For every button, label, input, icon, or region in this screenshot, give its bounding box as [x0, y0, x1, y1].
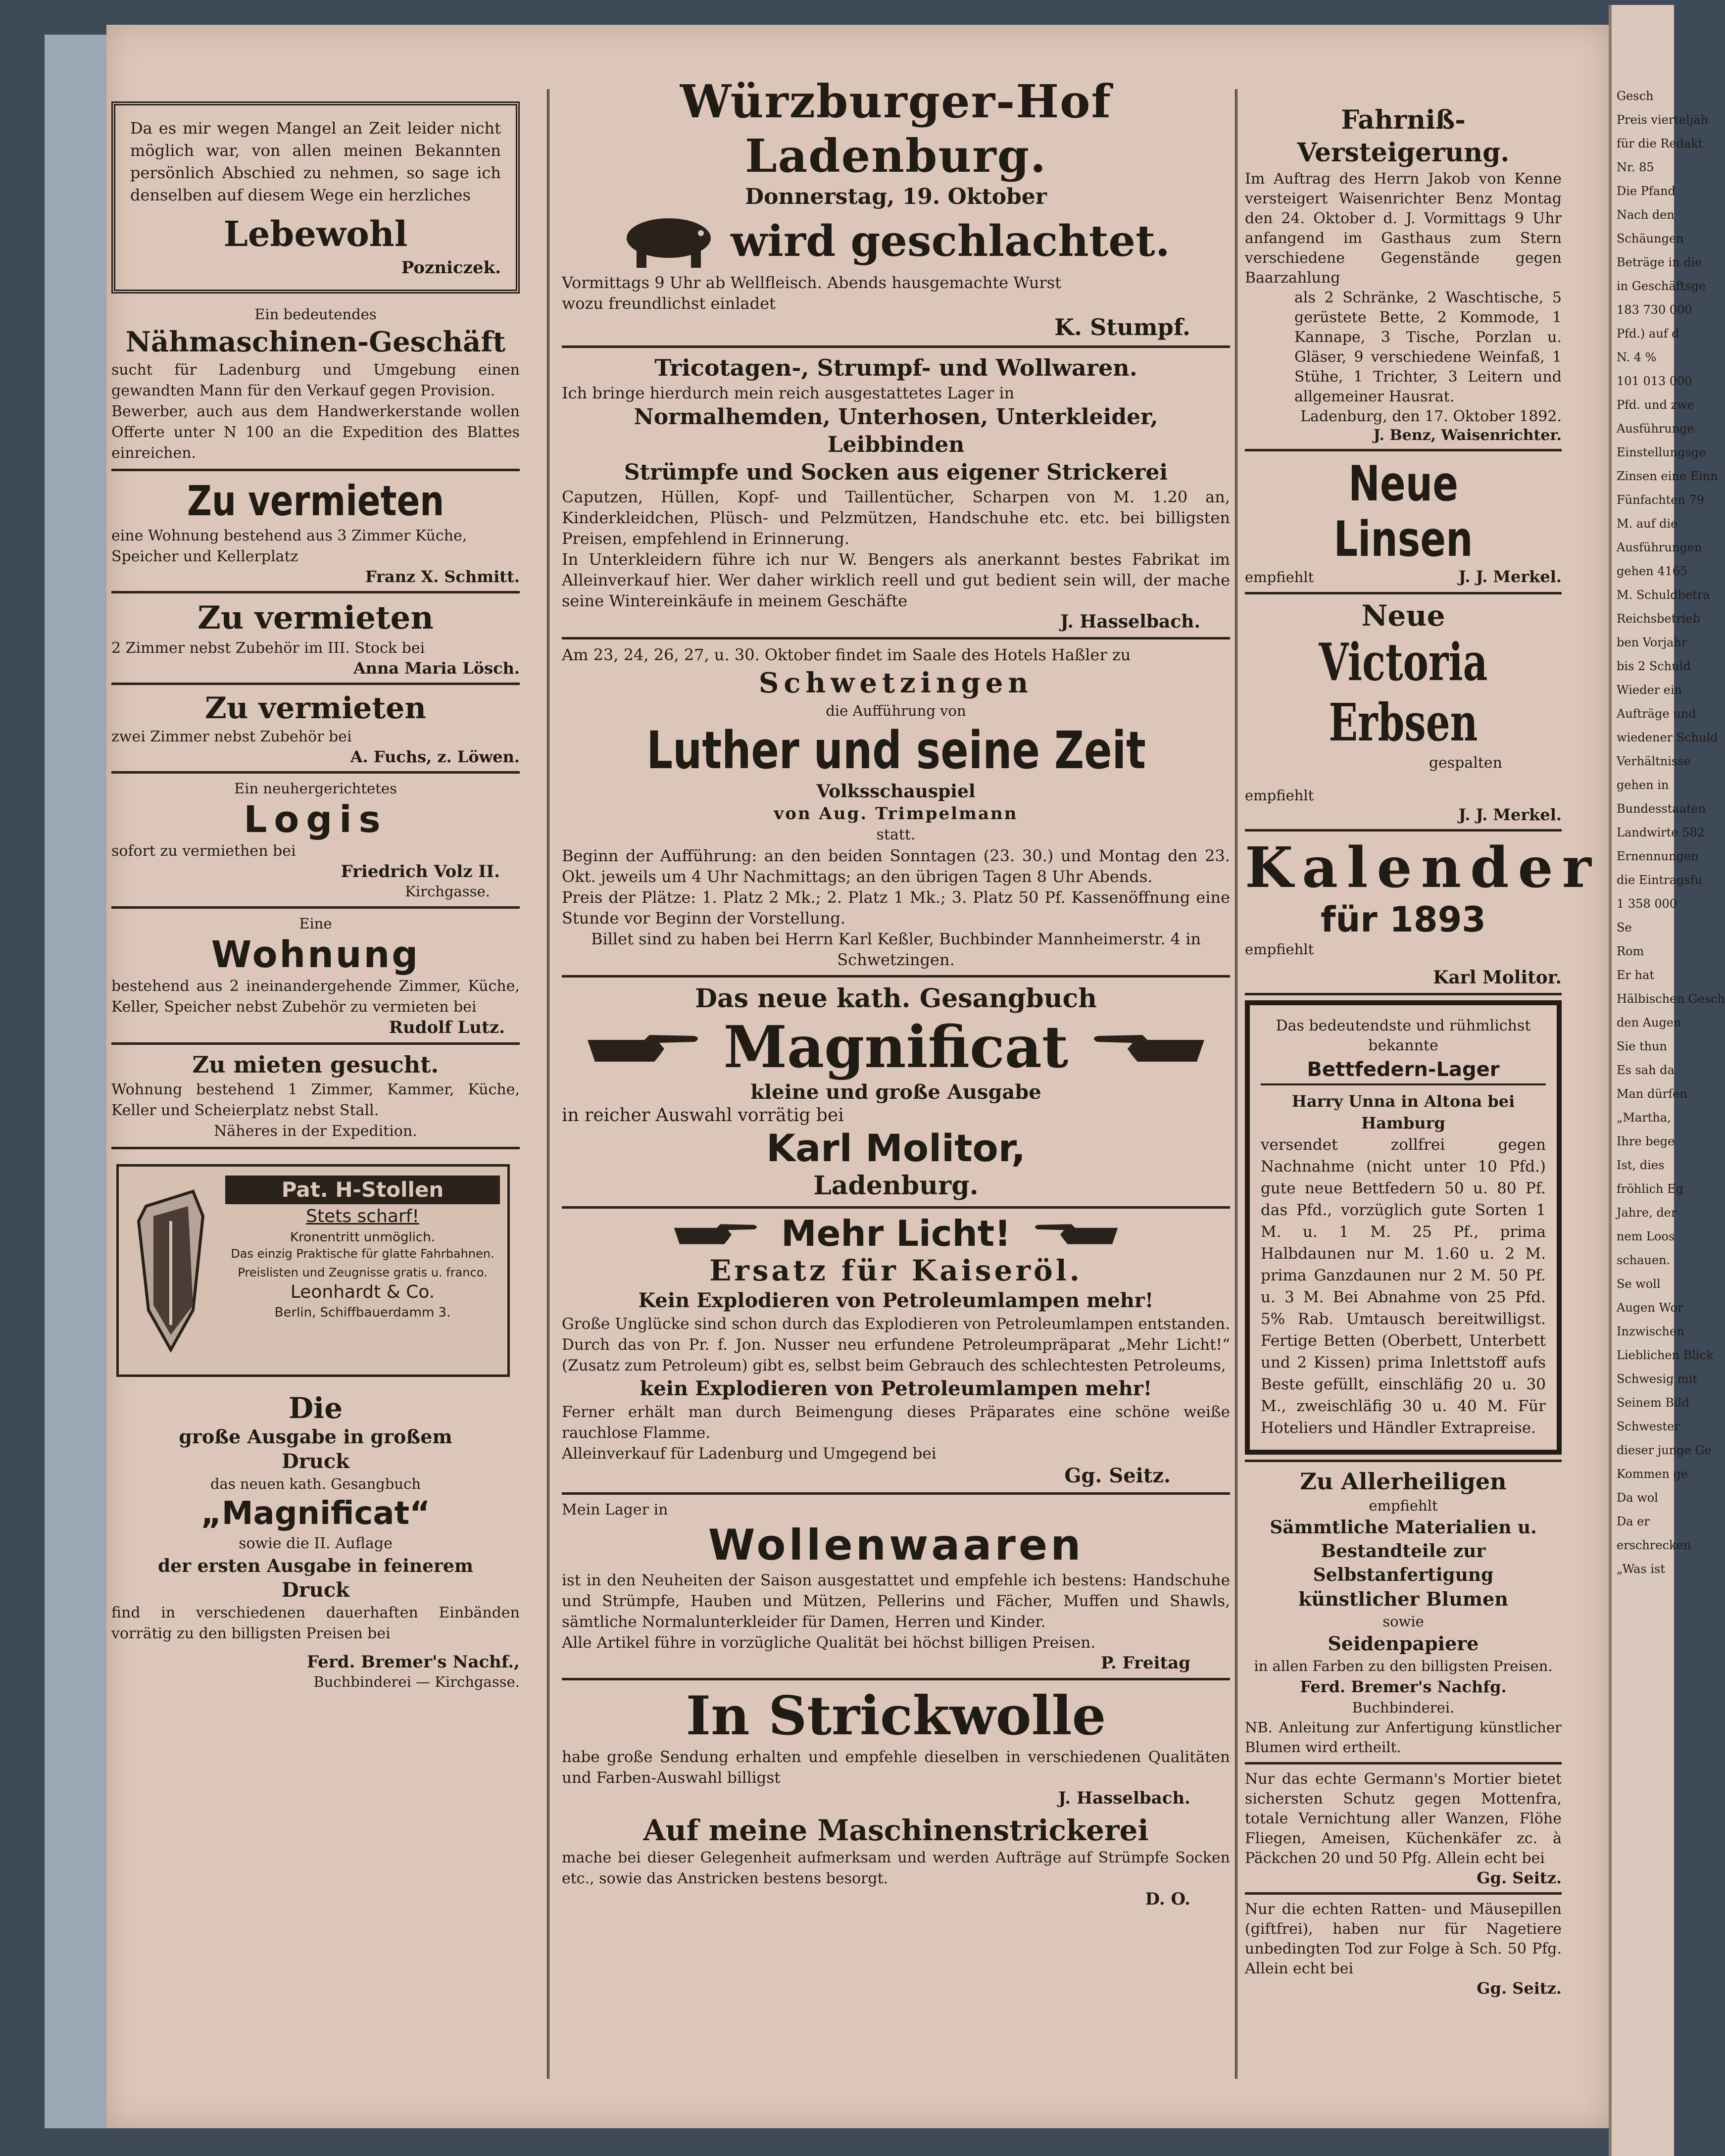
magnificat-headline-small: „Magnificat“: [200, 1495, 431, 1532]
ratten-text: Nur die echten Ratten- und Mäusepillen (giftfrei), haben nur für Nagetiere unbedingten Tod zur Folge à Sch. 50 Pfg. Allein echt bei: [1245, 1901, 1562, 1977]
strickwolle-text: habe große Sendung erhalten und empfehle dieselben in verschiedenen Qualitäten und Farben-Auswahl billigst: [562, 1748, 1230, 1787]
magnificat-large-ad: [111, 1392, 520, 1692]
next-page-fragment: dieser junge Ge: [1617, 1443, 1712, 1457]
fahrniss-text: Im Auftrag des Herrn Jakob von Kenne versteigert Waisenrichter Benz Montag den 24. Oktober d. J. Vormittags 9 Uhr anfangend im Gasthaus zum Stern verschiedene Gegenstände gegen Baarzahlung: [1245, 170, 1562, 287]
next-page-fragment: 1 358 000: [1617, 897, 1677, 911]
separator: [562, 975, 1230, 978]
next-page-fragment: Ernennungen: [1617, 849, 1699, 863]
lebewohl-headline: Lebewohl: [223, 213, 408, 254]
next-page-fragment: M. Schuldbetra: [1617, 588, 1710, 602]
separator: [1245, 1762, 1562, 1764]
separator: [1245, 1460, 1562, 1462]
kalender-left: empfiehlt: [1245, 941, 1314, 958]
fahrniss-ad: [1245, 104, 1562, 444]
pointing-hand-right-icon: [672, 1216, 761, 1251]
vermieten-text-1: eine Wohnung bestehend aus 3 Zimmer Küche, Speicher und Kellerplatz: [111, 527, 467, 565]
separator: [562, 1678, 1230, 1680]
vermieten-signature-3: A. Fuchs, z. Löwen.: [350, 747, 520, 766]
separator: [111, 591, 520, 593]
vermieten-signature-1: Franz X. Schmitt.: [365, 567, 520, 586]
stollen-title: Pat. H-Stollen: [225, 1176, 500, 1204]
next-page-fragment: Da wol: [1617, 1491, 1658, 1505]
allerheiligen-text: in allen Farben zu den billigsten Preisen.: [1254, 1658, 1553, 1674]
allerheiligen-firm2: Buchbinderei.: [1352, 1699, 1455, 1716]
next-page-fragment: Hälbischen Gesch: [1617, 992, 1725, 1006]
fahrniss-text2: als 2 Schränke, 2 Waschtische, 5 gerüstete Bette, 2 Kommode, 1 Kannape, 3 Tische, Porzlan u. Gläser, 9 verschiedene Weinfaß, 1 Stühe, 1 Trichter, 3 Leitern und allgemeiner Hausrat.: [1294, 289, 1562, 405]
vermieten-ad-1: [111, 476, 520, 586]
strickwolle-ad: [562, 1685, 1230, 1808]
vermieten-text-3: zwei Zimmer nebst Zubehör bei: [111, 728, 352, 745]
wuerzburger-ad: [562, 74, 1230, 341]
next-page-fragment: Inzwischen: [1617, 1324, 1684, 1338]
wohnung-signature: Rudolf Lutz.: [389, 1018, 505, 1037]
stollen-subtitle: Stets scharf!: [306, 1206, 419, 1226]
next-page-fragment: Aufträge und: [1617, 707, 1696, 721]
gesucht-ad: [111, 1050, 520, 1142]
gesangbuch-city: Ladenburg.: [813, 1171, 979, 1201]
gesangbuch-text: in reicher Auswahl vorrätig bei: [562, 1105, 844, 1126]
luther-text3: Beginn der Aufführung: an den beiden Sonntagen (23. 30.) und Montag den 23. Okt. jeweils um 4 Uhr Nachmittags; an den übrigen Tagen 8 Uhr Abends.: [562, 846, 1230, 886]
naehmaschinen-text: sucht für Ladenburg und Umgebung einen gewandten Mann für den Verkauf gegen Provision.: [111, 361, 520, 399]
luther-ad: [562, 644, 1230, 970]
column-rule-1: [547, 89, 549, 2079]
next-page-fragment: wiedener Schuld: [1617, 731, 1718, 744]
mehrlicht-text2: Ferner erhält man durch Beimengung dieses Präparates eine schöne weiße rauchlose Flamme.: [562, 1403, 1230, 1442]
next-page-fragment: für die Redakt: [1617, 137, 1703, 150]
stollen-line1: Kronentritt unmöglich.: [290, 1230, 435, 1245]
next-page-fragment: Sie thun: [1617, 1039, 1667, 1053]
next-page-fragment: nem Loos: [1617, 1229, 1675, 1243]
kalender-signature: Karl Molitor.: [1433, 967, 1562, 988]
separator: [111, 906, 520, 909]
gesangbuch-lead: Das neue kath. Gesangbuch: [694, 983, 1097, 1014]
vermieten-text-2: 2 Zimmer nebst Zubehör im III. Stock bei: [111, 639, 425, 657]
next-page-fragment: Ausführunge: [1617, 422, 1694, 436]
separator: [111, 683, 520, 685]
erbsen-sub: gespalten: [1429, 754, 1502, 772]
next-page-fragment: erschrecken: [1617, 1538, 1691, 1552]
allerheiligen-sub: empfiehlt: [1369, 1497, 1438, 1514]
next-page-fragment: Gesch: [1617, 89, 1654, 103]
linsen-signature: J. J. Merkel.: [1458, 567, 1562, 586]
next-page-fragment: Ihre bege: [1617, 1134, 1675, 1148]
next-page-fragment: Preis vierteljäh: [1617, 113, 1709, 127]
separator: [1245, 829, 1562, 832]
magnificat-signature: Ferd. Bremer's Nachf.,: [306, 1652, 520, 1672]
magnificat-signature2: Buchbinderei — Kirchgasse.: [313, 1673, 520, 1690]
mehrlicht-sub: Ersatz für Kaiseröl.: [709, 1254, 1083, 1287]
next-page-fragment: Reichsbetrieb: [1617, 612, 1701, 626]
erbsen-lead: Neue: [1361, 599, 1445, 633]
allerheiligen-nb: NB. Anleitung zur Anfertigung künstlicher Blumen wird ertheilt.: [1245, 1719, 1562, 1756]
magnificat-l1: Die: [288, 1391, 343, 1425]
next-page-fragment: die Eintragsfu: [1617, 873, 1702, 887]
magnificat-l6: der ersten Ausgabe in feinerem: [158, 1556, 473, 1576]
next-page-fragment: „Was ist: [1617, 1562, 1666, 1576]
separator: [562, 637, 1230, 639]
maschinen-signature: D. O.: [1145, 1889, 1190, 1909]
mehrlicht-text3: Alleinverkauf für Ladenburg und Umgegend bei: [562, 1445, 936, 1463]
tricotagen-ad: [562, 353, 1230, 632]
wollenwaaren-text: ist in den Neuheiten der Saison ausgestattet und empfehle ich bestens: Handschuhe und Strümpfe, Hauben und Mützen, Pellerins und Fächer, Muffen und Shawls, sämtliche Normalunterkleider für Damen, Herren und Kinder.: [562, 1571, 1230, 1631]
next-page-fragment: ben Vorjahr: [1617, 636, 1687, 649]
erbsen-left: empfiehlt: [1245, 787, 1314, 804]
luther-text4: Preis der Plätze: 1. Platz 2 Mk.; 2. Platz 1 Mk.; 3. Platz 50 Pf. Kassenöffnung eine Stunde vor Beginn der Vorstellung.: [562, 888, 1230, 928]
next-page-fragment: N. 4 %: [1617, 350, 1657, 364]
wuerzburger-big-row: [562, 211, 1230, 272]
bettfedern-headline: Bettfedern-Lager: [1261, 1056, 1546, 1085]
vermieten-headline-3: Zu vermieten: [205, 691, 426, 726]
luther-text5: Billet sind zu haben bei Herrn Karl Keßler, Buchbinder Mannheimerstr. 4 in Schwetzingen.: [591, 930, 1201, 969]
pointing-hand-left-icon: [1088, 1025, 1207, 1070]
next-page-fragment: Schwester: [1617, 1420, 1680, 1433]
tricotagen-text: Ich bringe hierdurch mein reich ausgestattetes Lager in: [562, 384, 1015, 402]
next-page-fragment: Ausführungen: [1617, 540, 1702, 554]
naehmaschinen-lead: Ein bedeutendes: [254, 306, 377, 323]
linsen-left: empfiehlt: [1245, 569, 1314, 586]
separator: [562, 345, 1230, 348]
bettfedern-firm: Harry Unna in Altona bei Hamburg: [1291, 1092, 1515, 1132]
next-page-fragment: M. auf die: [1617, 517, 1678, 531]
next-page-fragment: fröhlich Eg: [1617, 1182, 1684, 1196]
next-page-fragment: gehen in: [1617, 778, 1669, 792]
next-page-edge: [1609, 5, 1725, 2156]
next-page-fragment: 101 013 000: [1617, 374, 1692, 388]
mehrlicht-text: Große Unglücke sind schon durch das Explodieren von Petroleumlampen entstanden. Durch das von Pr. f. Jon. Nusser neu erfundene Petroleumpräparat „Mehr Licht!“ (Zusatz zum Petroleum) gibt es, selbst beim Gebrauch des schlechtesten Petroleums,: [562, 1315, 1230, 1374]
wohnung-headline: Wohnung: [211, 933, 420, 976]
logis-text: sofort zu vermiethen bei: [111, 842, 296, 860]
next-page-fragment: Seinem Bild: [1617, 1396, 1689, 1410]
bettfedern-text: versendet zollfrei gegen Nachnahme (nicht unter 10 Pfd.) gute neue Bettfedern 50 u. 80 Pf. das Pfd., vorzüglich gute Sorten 1 M. u. 1 M. 25 Pf., prima Halbdaunen nur M. 1.60 u. 2 M. prima Ganzdaunen nur 2 M. 50 Pf. u. 3 M. Bei Abnahme von 25 Pfd. 5% Rab. Umtausch bereitwilligst. Fertige Betten (Oberbett, Unterbett und 2 Kissen) prima Inlettstoff aufs Beste gefüllt, einschläfig 20 u. 30 M., zweischläfig 30 u. 40 M. Für Hoteliers und Händler Extrapreise.: [1261, 1136, 1546, 1437]
kalender-headline: Kalender: [1245, 835, 1600, 900]
gesangbuch-ad: [562, 982, 1230, 1201]
pig-icon: [622, 211, 716, 272]
separator: [1245, 1892, 1562, 1895]
pointing-hand-left-icon: [1031, 1216, 1120, 1251]
next-page-fragment: Wieder ein: [1617, 683, 1682, 697]
allerheiligen-bold2: künstlicher Blumen: [1298, 1588, 1508, 1610]
allerheiligen-firm: Ferd. Bremer's Nachfg.: [1300, 1677, 1507, 1696]
next-page-fragments: [1612, 5, 1725, 1581]
allerheiligen-bold1: Sämmtliche Materialien u. Bestandteile zur Selbstanfertigung: [1270, 1517, 1537, 1585]
next-page-fragment: Se woll: [1617, 1277, 1661, 1291]
next-page-fragment: Ist, dies: [1617, 1158, 1665, 1172]
next-page-fragment: Lieblichen Blick: [1617, 1348, 1714, 1362]
wollenwaaren-lead: Mein Lager in: [562, 1501, 668, 1519]
gesucht-text2: Näheres in der Expedition.: [214, 1123, 417, 1140]
mehrlicht-ad: [562, 1214, 1230, 1487]
wollenwaaren-headline: Wollenwaaren: [708, 1520, 1084, 1570]
wuerzburger-text: Vormittags 9 Uhr ab Wellfleisch. Abends hausgemachte Wurst: [562, 273, 1062, 292]
wuerzburger-headline: Würzburger-Hof Ladenburg.: [680, 75, 1112, 183]
lebewohl-ad: [111, 101, 520, 294]
next-page-fragment: Schwesig mit: [1617, 1372, 1698, 1386]
mehrlicht-headline: Mehr Licht!: [781, 1213, 1011, 1254]
mehrlicht-signature: Gg. Seitz.: [1064, 1464, 1171, 1487]
allerheiligen-ad: [1245, 1467, 1562, 1757]
magnificat-l5: sowie die II. Auflage: [239, 1535, 393, 1552]
erbsen-headline: Victoria Erbsen: [1319, 632, 1488, 753]
kalender-year: für 1893: [1320, 899, 1486, 940]
ratten-signature: Gg. Seitz.: [1477, 1979, 1562, 1998]
separator: [562, 1492, 1230, 1495]
linsen-headline: Neue Linsen: [1333, 456, 1473, 568]
next-page-fragment: in Geschäftsge: [1617, 279, 1706, 293]
maschinen-ad: [562, 1813, 1230, 1909]
fahrniss-signature: J. Benz, Waisenrichter.: [1373, 427, 1562, 444]
luther-sub1: Volksschauspiel: [816, 781, 976, 802]
stollen-firm: Leonhardt & Co.: [290, 1282, 435, 1302]
wollenwaaren-ad: [562, 1500, 1230, 1673]
separator: [111, 469, 520, 471]
tricotagen-bold1: Normalhemden, Unterhosen, Unterkleider, Leibbinden: [634, 404, 1158, 457]
next-page-fragment: Es sah da: [1617, 1063, 1675, 1077]
allerheiligen-bold3: Seidenpapiere: [1328, 1632, 1479, 1655]
separator: [1245, 449, 1562, 451]
vermieten-signature-2: Anna Maria Lösch.: [353, 659, 520, 678]
next-page-fragment: Man dürfen: [1617, 1087, 1687, 1101]
erbsen-footer: [1245, 785, 1562, 824]
next-page-fragment: den Augen: [1617, 1016, 1681, 1029]
wuerzburger-signature: K. Stumpf.: [1054, 314, 1190, 341]
mortier-ad: [1245, 1769, 1562, 1887]
linsen-footer: [1245, 567, 1562, 587]
next-page-fragment: Beträge in die: [1617, 255, 1702, 269]
wohnung-text: bestehend aus 2 ineinandergehende Zimmer, Küche, Keller, Speicher nebst Zubehör zu vermieten bei: [111, 978, 520, 1016]
mehrlicht-bold: Kein Explodieren von Petroleumlampen mehr!: [638, 1289, 1154, 1312]
allerheiligen-sub2: sowie: [1382, 1613, 1424, 1630]
gesangbuch-sub: kleine und große Ausgabe: [750, 1080, 1041, 1104]
luther-text2: die Aufführung von: [826, 702, 966, 719]
mortier-signature: Gg. Seitz.: [1477, 1868, 1562, 1887]
stollen-address: Berlin, Schiffbauerdamm 3.: [274, 1305, 451, 1320]
horseshoe-stud-illustration: [134, 1186, 208, 1360]
tricotagen-text3: In Unterkleidern führe ich nur W. Bengers als anerkannt bestes Fabrikat im Alleinverkauf hier. Wer daher wirklich reell und gut bedient sein will, der mache seine Wintereinkäufe in meinem Geschäfte: [562, 550, 1230, 610]
magnificat-text: find in verschiedenen dauerhaften Einbänden vorrätig zu den billigsten Preisen bei: [111, 1604, 520, 1642]
lebewohl-text: Da es mir wegen Mangel an Zeit leider nicht möglich war, von allen meinen Bekannten persönlich Abschied zu nehmen, so sage ich denselben auf diesem Wege ein herzliches: [130, 119, 501, 204]
stollen-ad: [116, 1164, 510, 1377]
naehmaschinen-ad: [111, 304, 520, 464]
magnificat-l4: das neuen kath. Gesangbuch: [210, 1475, 421, 1492]
next-page-fragment: Se: [1617, 921, 1632, 934]
next-page-fragment: Da er: [1617, 1515, 1650, 1528]
column-rule-2: [1235, 89, 1237, 2079]
next-page-fragment: „Martha,: [1617, 1111, 1671, 1125]
next-page-fragment: Bundesstaaten: [1617, 802, 1706, 816]
tricotagen-text2: Caputzen, Hüllen, Kopf- und Taillentücher, Scharpen von M. 1.20 an, Kinderkleidchen, Plüsch- und Pelzmützen, Handschuhe etc. etc. bei billigsten Preisen, empfehlend in Erinnerung.: [562, 488, 1230, 548]
separator: [111, 1147, 520, 1149]
gesangbuch-firm: Karl Molitor,: [766, 1126, 1026, 1170]
erbsen-ad: [1245, 599, 1562, 824]
gesangbuch-headline-row: [562, 1015, 1230, 1079]
next-page-fragment: Schäungen: [1617, 232, 1684, 245]
next-page-fragment: Augen Wor: [1617, 1301, 1683, 1315]
next-page-fragment: 183 730 000: [1617, 303, 1692, 317]
erbsen-signature: J. J. Merkel.: [1458, 805, 1562, 824]
next-page-fragment: schauen.: [1617, 1253, 1671, 1267]
wuerzburger-date: Donnerstag, 19. Oktober: [745, 184, 1047, 209]
bettfedern-lead: Das bedeutendste und rühmlichst bekannte: [1276, 1017, 1531, 1054]
lebewohl-signature: Pozniczek.: [401, 258, 501, 278]
separator: [111, 771, 520, 774]
next-page-fragment: Pfd.) auf d: [1617, 327, 1679, 341]
vermieten-headline-2: Zu vermieten: [197, 599, 434, 637]
magnificat-l7: Druck: [282, 1578, 349, 1602]
tricotagen-bold2: Strümpfe und Socken aus eigener Strickerei: [624, 460, 1168, 485]
stollen-line2: Das einzig Praktische für glatte Fahrbahnen.: [231, 1247, 494, 1261]
wollenwaaren-signature: P. Freitag: [1100, 1653, 1190, 1673]
mehrlicht-headline-row: [562, 1214, 1230, 1253]
tricotagen-headline: Tricotagen-, Strumpf- und Wollwaren.: [654, 354, 1137, 381]
gesucht-text: Wohnung bestehend 1 Zimmer, Kammer, Küche, Keller und Scheierplatz nebst Stall.: [111, 1081, 520, 1119]
logis-ad: [111, 779, 520, 901]
luther-text: Am 23, 24, 26, 27, u. 30. Oktober findet im Saale des Hotels Haßler zu: [562, 645, 1131, 664]
next-page-fragment: Einstellungsge: [1617, 445, 1706, 459]
logis-signature2: Kirchgasse.: [405, 883, 490, 900]
next-page-fragment: bis 2 Schuld: [1617, 659, 1691, 673]
next-page-fragment: Kommen ge: [1617, 1467, 1688, 1481]
gesucht-headline: Zu mieten gesucht.: [192, 1051, 439, 1078]
kalender-ad: [1245, 835, 1600, 988]
ratten-ad: [1245, 1900, 1562, 1998]
bettfedern-ad: [1245, 1000, 1562, 1455]
column-2: [562, 74, 1230, 2079]
next-page-fragment: Landwirte 582: [1617, 826, 1705, 839]
next-page-fragment: Pfd. und zwe: [1617, 398, 1694, 412]
luther-city: Schwetzingen: [758, 667, 1034, 699]
allerheiligen-headline: Zu Allerheiligen: [1300, 1468, 1507, 1495]
magnificat-l3: Druck: [282, 1450, 349, 1473]
next-page-fragment: Er hat: [1617, 968, 1655, 982]
logis-signature: Friedrich Volz II.: [341, 862, 500, 882]
luther-headline: Luther und seine Zeit: [646, 720, 1146, 781]
luther-sub3: statt.: [876, 826, 916, 843]
logis-lead: Ein neuhergerichtetes: [234, 780, 397, 797]
strickwolle-headline: In Strickwolle: [686, 1685, 1106, 1747]
gesangbuch-headline: Magnificat: [723, 1014, 1069, 1081]
magnificat-l2: große Ausgabe in großem: [179, 1425, 452, 1448]
luther-sub2: von Aug. Trimpelmann: [774, 804, 1018, 824]
column-3: [1245, 74, 1600, 2079]
next-page-fragment: Verhältnisse: [1617, 754, 1691, 768]
logis-headline: Logis: [244, 798, 388, 841]
next-page-fragment: gehen 4165: [1617, 564, 1688, 578]
next-page-fragment: Die Pfand: [1617, 184, 1676, 198]
maschinen-headline: Auf meine Maschinenstrickerei: [643, 1813, 1149, 1847]
next-page-fragment: Fünfachten 79: [1617, 493, 1705, 507]
separator: [1245, 993, 1562, 995]
maschinen-text: mache bei dieser Gelegenheit aufmerksam und werden Aufträge auf Strümpfe Socken etc., sowie das Anstricken bestens besorgt.: [562, 1849, 1230, 1887]
vermieten-ad-2: [111, 598, 520, 678]
naehmaschinen-headline: Nähmaschinen-Geschäft: [125, 326, 506, 358]
fahrniss-date: Ladenburg, den 17. Oktober 1892.: [1300, 408, 1562, 425]
next-page-fragment: Zinsen eine Einn: [1617, 469, 1718, 483]
wollenwaaren-text2: Alle Artikel führe in vorzügliche Qualität bei höchst billigen Preisen.: [562, 1634, 1096, 1652]
mortier-text: Nur das echte Germann's Mortier bietet sichersten Schutz gegen Mottenfra, totale Vernichtung aller Wanzen, Flöhe Fliegen, Ameisen, Küchenkäfer zc. à Päckchen 20 und 50 Pfg. Allein echt bei: [1245, 1770, 1562, 1867]
book-binding: [45, 35, 113, 2128]
wohnung-ad: [111, 914, 520, 1037]
stollen-line3: Preislisten und Zeugnisse gratis u. franco.: [238, 1266, 488, 1279]
wuerzburger-big: wird geschlachtet.: [731, 216, 1170, 266]
next-page-fragment: Jahre, der: [1617, 1206, 1677, 1220]
separator: [562, 1206, 1230, 1209]
mehrlicht-bold2: kein Explodieren von Petroleumlampen mehr!: [640, 1377, 1152, 1400]
fahrniss-headline: Fahrniß-Versteigerung.: [1297, 105, 1510, 168]
strickwolle-signature: J. Hasselbach.: [1058, 1788, 1190, 1808]
wuerzburger-text2: wozu freundlichst einladet: [562, 294, 776, 313]
pointing-hand-right-icon: [585, 1025, 704, 1070]
next-page-fragment: Nach den: [1617, 208, 1675, 222]
linsen-ad: [1245, 456, 1562, 587]
next-page-fragment: Rom: [1617, 944, 1644, 958]
stollen-text-block: [225, 1176, 500, 1321]
separator: [111, 1042, 520, 1045]
vermieten-headline-1: Zu vermieten: [187, 477, 444, 525]
next-page-fragment: Nr. 85: [1617, 160, 1654, 174]
wohnung-lead: Eine: [299, 915, 332, 932]
separator: [1245, 592, 1562, 594]
tricotagen-signature: J. Hasselbach.: [1060, 611, 1200, 632]
column-1: [111, 74, 520, 2079]
naehmaschinen-text2: Bewerber, auch aus dem Handwerkerstande wollen Offerte unter N 100 an die Expedition des Blattes einreichen.: [111, 403, 520, 462]
vermieten-ad-3: [111, 690, 520, 766]
